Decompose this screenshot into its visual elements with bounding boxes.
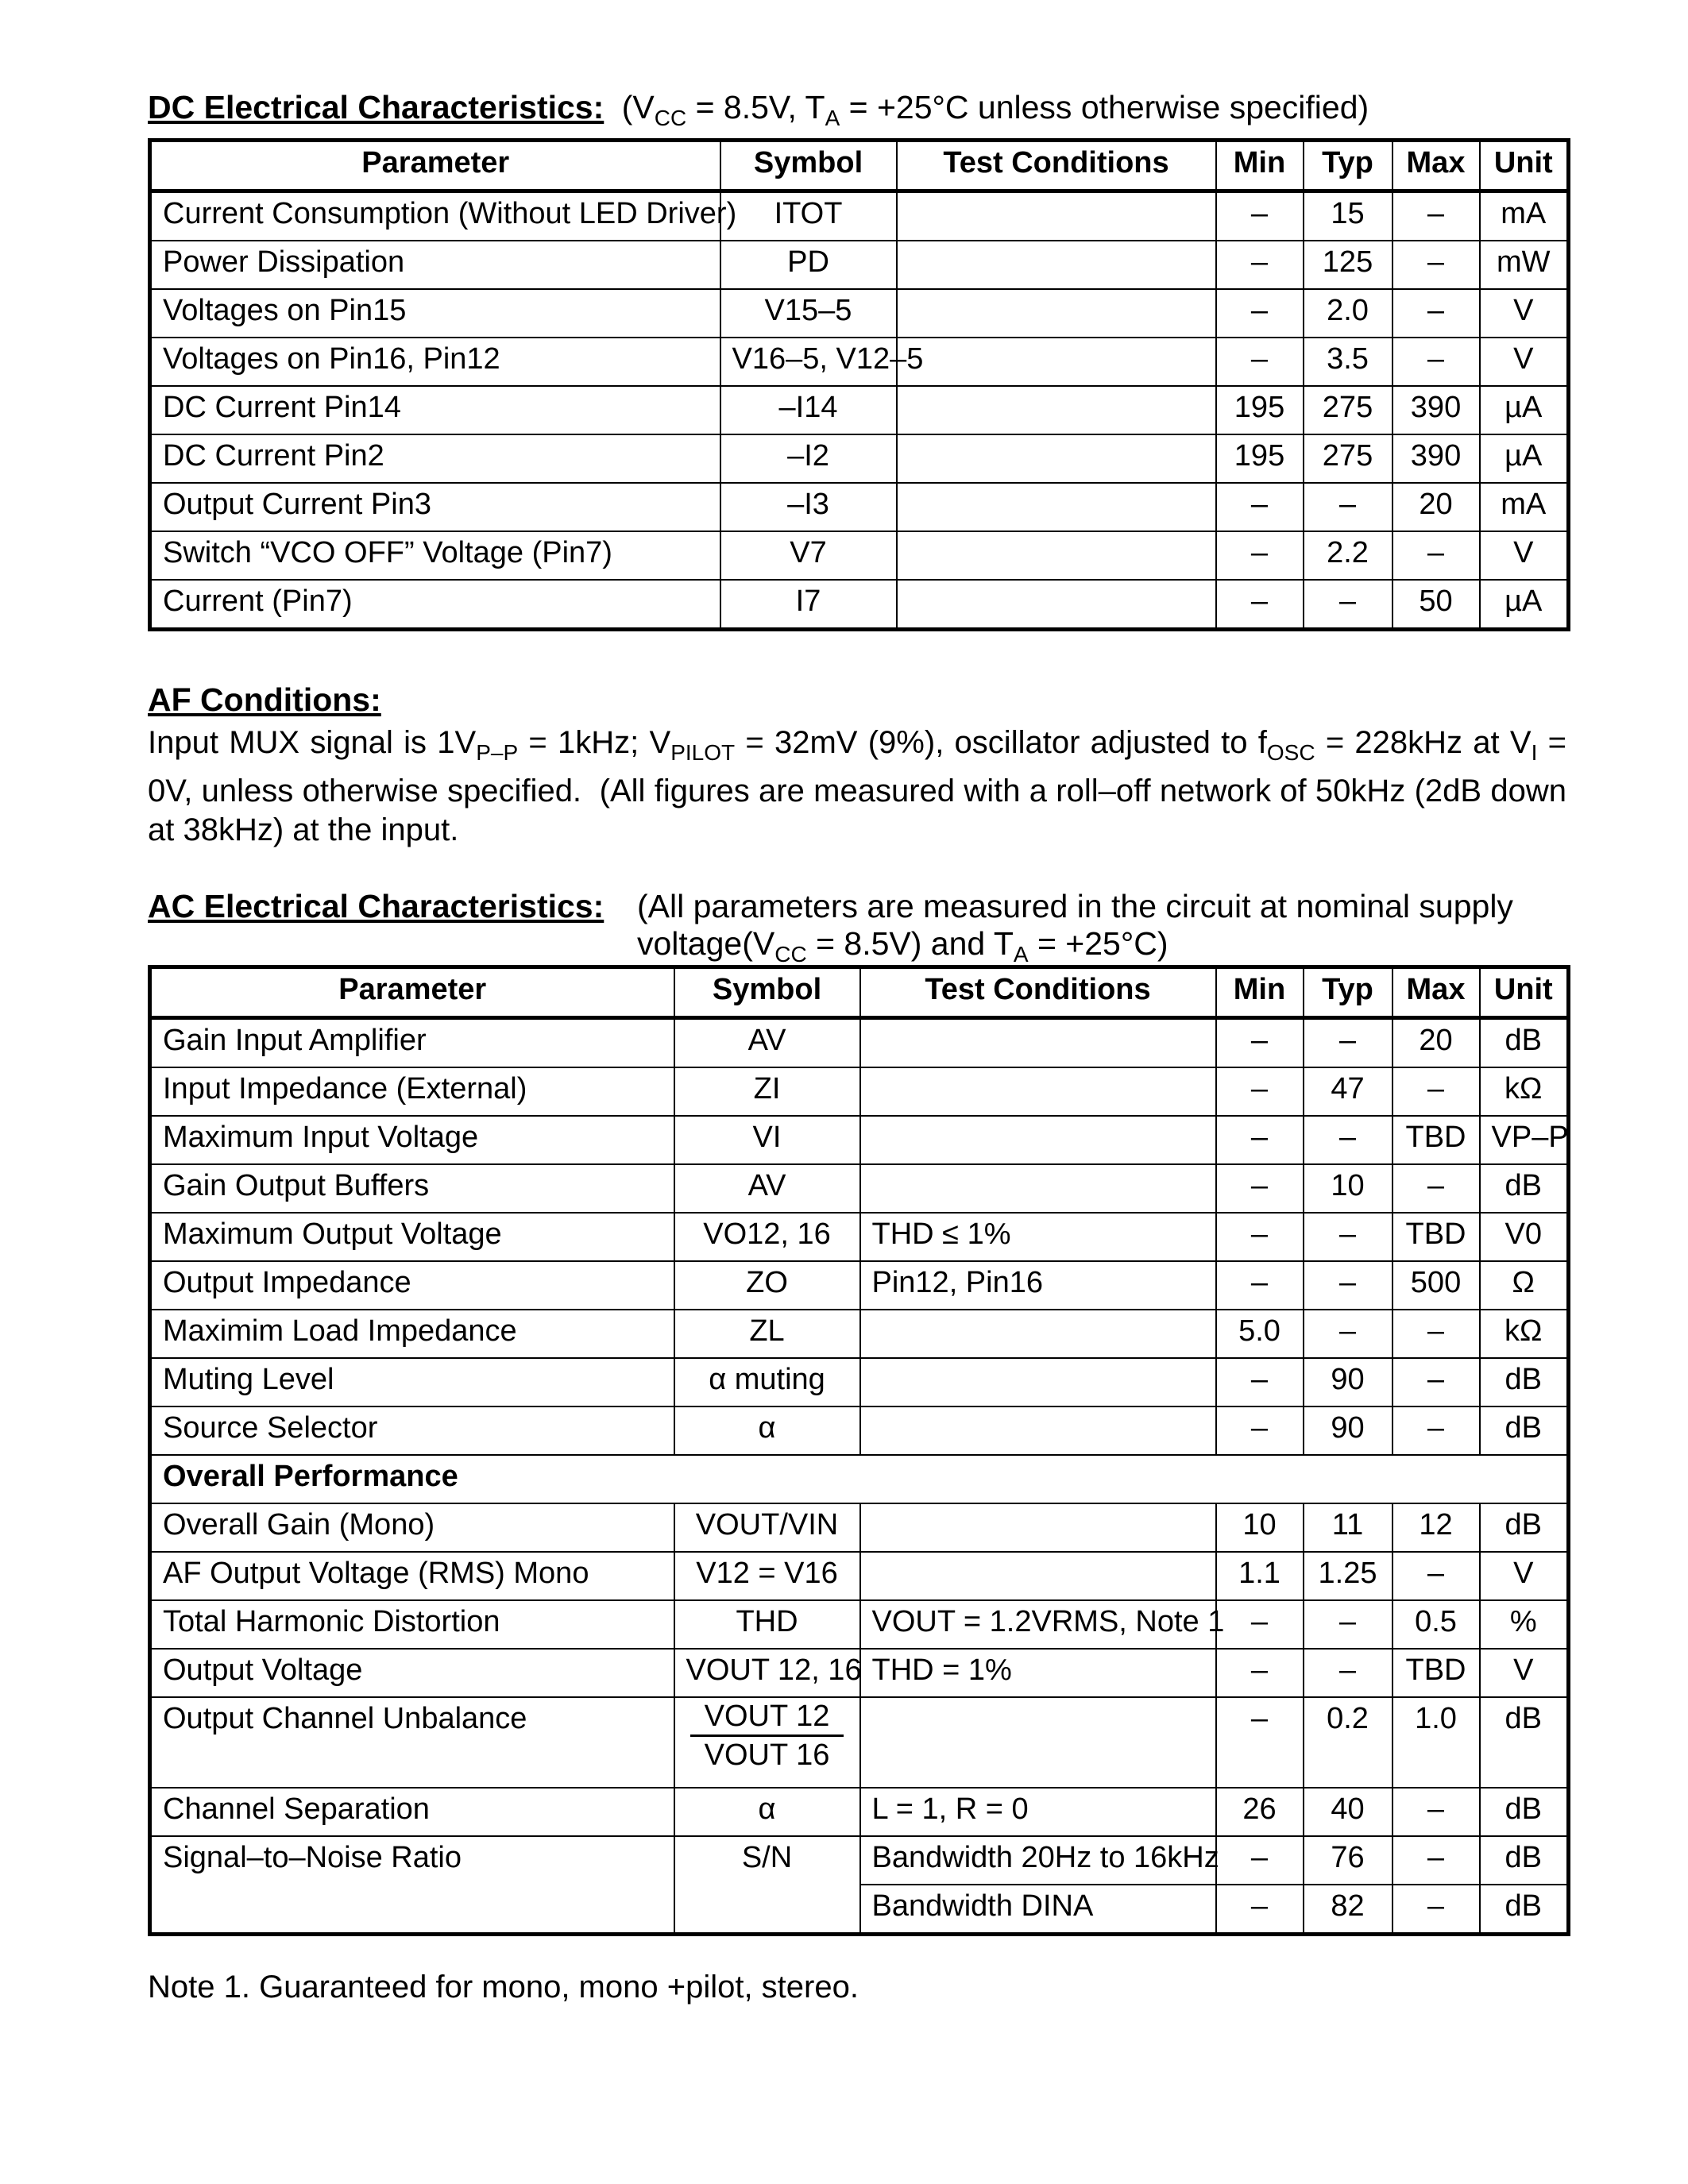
table-row xyxy=(150,1018,1569,1068)
min-cell: 1.1 xyxy=(1216,1552,1304,1600)
min-cell: – xyxy=(1216,191,1304,241)
test-conditions-cell xyxy=(897,580,1216,630)
ac-conditions-line1: (All parameters are measured in the circuit at nominal supply xyxy=(637,888,1513,924)
col-header: Unit xyxy=(1480,967,1569,1018)
table-row xyxy=(150,1600,1569,1649)
symbol-cell: V12 = V16 xyxy=(674,1552,860,1600)
test-conditions-cell xyxy=(897,241,1216,289)
typ-cell: – xyxy=(1304,1018,1393,1068)
param-cell: Maximim Load Impedance xyxy=(150,1310,674,1358)
table-row xyxy=(150,191,1569,241)
typ-cell: 3.5 xyxy=(1304,338,1393,386)
max-cell: TBD xyxy=(1393,1649,1480,1697)
test-conditions-cell xyxy=(860,1406,1216,1455)
param-cell: Switch “VCO OFF” Voltage (Pin7) xyxy=(150,531,720,580)
param-cell: Voltages on Pin16, Pin12 xyxy=(150,338,720,386)
unit-cell: V0 xyxy=(1480,1213,1569,1261)
fraction-denominator: VOUT 16 xyxy=(704,1738,830,1772)
table-row xyxy=(150,1836,1569,1885)
symbol-cell: VOUT/VIN xyxy=(674,1503,860,1552)
test-conditions-cell xyxy=(860,1503,1216,1552)
typ-cell: 82 xyxy=(1304,1885,1393,1935)
param-cell: Current (Pin7) xyxy=(150,580,720,630)
symbol-cell: VOUT 12, 16 xyxy=(674,1649,860,1697)
symbol-cell: VO12, 16 xyxy=(674,1213,860,1261)
test-conditions-cell xyxy=(897,289,1216,338)
unit-cell: µA xyxy=(1480,434,1569,483)
typ-cell: 90 xyxy=(1304,1358,1393,1406)
max-cell: TBD xyxy=(1393,1213,1480,1261)
unit-cell: dB xyxy=(1480,1164,1569,1213)
unit-cell: V xyxy=(1480,338,1569,386)
param-cell: Output Voltage xyxy=(150,1649,674,1697)
unit-cell: V xyxy=(1480,289,1569,338)
param-cell: DC Current Pin14 xyxy=(150,386,720,434)
typ-cell: 15 xyxy=(1304,191,1393,241)
ac-header-row xyxy=(150,967,1569,1018)
min-cell: – xyxy=(1216,1213,1304,1261)
max-cell: – xyxy=(1393,1836,1480,1885)
symbol-cell: α xyxy=(674,1788,860,1836)
max-cell: – xyxy=(1393,241,1480,289)
max-cell: – xyxy=(1393,531,1480,580)
min-cell: – xyxy=(1216,580,1304,630)
min-cell: – xyxy=(1216,1406,1304,1455)
typ-cell: – xyxy=(1304,1310,1393,1358)
unit-cell: mW xyxy=(1480,241,1569,289)
section-row xyxy=(150,1455,1569,1503)
max-cell: – xyxy=(1393,1358,1480,1406)
typ-cell: 0.2 xyxy=(1304,1697,1393,1788)
table-row xyxy=(150,241,1569,289)
symbol-cell: AV xyxy=(674,1018,860,1068)
unit-cell: mA xyxy=(1480,191,1569,241)
max-cell: – xyxy=(1393,191,1480,241)
fraction-numerator: VOUT 12 xyxy=(690,1698,844,1737)
unit-cell: dB xyxy=(1480,1503,1569,1552)
param-cell: Output Channel Unbalance xyxy=(150,1697,674,1788)
param-cell: Gain Input Amplifier xyxy=(150,1018,674,1068)
test-conditions-cell xyxy=(897,434,1216,483)
test-conditions-cell: THD = 1% xyxy=(860,1649,1216,1697)
af-section-title: AF Conditions: xyxy=(148,681,381,718)
param-cell: Input Impedance (External) xyxy=(150,1067,674,1116)
typ-cell: 2.2 xyxy=(1304,531,1393,580)
max-cell: TBD xyxy=(1393,1116,1480,1164)
unit-cell: dB xyxy=(1480,1788,1569,1836)
param-cell: Current Consumption (Without LED Driver) xyxy=(150,191,720,241)
param-cell: Output Impedance xyxy=(150,1261,674,1310)
symbol-cell: α muting xyxy=(674,1358,860,1406)
min-cell: – xyxy=(1216,1261,1304,1310)
max-cell: 390 xyxy=(1393,434,1480,483)
overall-performance-label: Overall Performance xyxy=(150,1455,1569,1503)
table-row xyxy=(150,1649,1569,1697)
max-cell: – xyxy=(1393,1164,1480,1213)
col-header: Parameter xyxy=(150,967,674,1018)
min-cell: 5.0 xyxy=(1216,1310,1304,1358)
symbol-cell: –I3 xyxy=(720,483,897,531)
test-conditions-cell: Pin12, Pin16 xyxy=(860,1261,1216,1310)
unit-cell: dB xyxy=(1480,1018,1569,1068)
min-cell: – xyxy=(1216,531,1304,580)
col-header: Typ xyxy=(1304,967,1393,1018)
symbol-cell: –I2 xyxy=(720,434,897,483)
table-row xyxy=(150,1213,1569,1261)
max-cell: 500 xyxy=(1393,1261,1480,1310)
fraction-symbol xyxy=(690,1698,844,1773)
symbol-cell: THD xyxy=(674,1600,860,1649)
test-conditions-cell xyxy=(897,386,1216,434)
table-row xyxy=(150,289,1569,338)
test-conditions-cell xyxy=(860,1697,1216,1788)
min-cell: – xyxy=(1216,338,1304,386)
test-conditions-cell: L = 1, R = 0 xyxy=(860,1788,1216,1836)
col-header: Symbol xyxy=(720,141,897,191)
min-cell: 26 xyxy=(1216,1788,1304,1836)
dc-table xyxy=(148,138,1570,631)
typ-cell: 1.25 xyxy=(1304,1552,1393,1600)
min-cell: – xyxy=(1216,1836,1304,1885)
min-cell: – xyxy=(1216,1164,1304,1213)
table-row xyxy=(150,338,1569,386)
unit-cell: kΩ xyxy=(1480,1310,1569,1358)
symbol-cell: S/N xyxy=(674,1836,860,1935)
max-cell: – xyxy=(1393,1310,1480,1358)
unit-cell: µA xyxy=(1480,386,1569,434)
symbol-cell: VI xyxy=(674,1116,860,1164)
symbol-cell: V15–5 xyxy=(720,289,897,338)
unit-cell: V xyxy=(1480,1649,1569,1697)
symbol-cell: ZL xyxy=(674,1310,860,1358)
max-cell: – xyxy=(1393,1788,1480,1836)
table-row xyxy=(150,386,1569,434)
param-cell: Signal–to–Noise Ratio xyxy=(150,1836,674,1935)
table-row xyxy=(150,531,1569,580)
param-cell: Muting Level xyxy=(150,1358,674,1406)
param-cell: Gain Output Buffers xyxy=(150,1164,674,1213)
test-conditions-cell xyxy=(897,483,1216,531)
max-cell: – xyxy=(1393,1406,1480,1455)
min-cell: – xyxy=(1216,1885,1304,1935)
table-row xyxy=(150,580,1569,630)
symbol-cell: –I14 xyxy=(720,386,897,434)
table-row xyxy=(150,1358,1569,1406)
table-row xyxy=(150,1788,1569,1836)
col-header: Unit xyxy=(1480,141,1569,191)
symbol-cell: I7 xyxy=(720,580,897,630)
typ-cell: 47 xyxy=(1304,1067,1393,1116)
typ-cell: 11 xyxy=(1304,1503,1393,1552)
test-conditions-cell xyxy=(860,1116,1216,1164)
test-conditions-cell: Bandwidth DINA xyxy=(860,1885,1216,1935)
param-cell: Output Current Pin3 xyxy=(150,483,720,531)
table-row xyxy=(150,1406,1569,1455)
param-cell: Overall Gain (Mono) xyxy=(150,1503,674,1552)
table-row xyxy=(150,1164,1569,1213)
test-conditions-cell xyxy=(897,338,1216,386)
table-row xyxy=(150,1261,1569,1310)
test-conditions-cell xyxy=(860,1067,1216,1116)
col-header: Symbol xyxy=(674,967,860,1018)
max-cell: 390 xyxy=(1393,386,1480,434)
param-cell: AF Output Voltage (RMS) Mono xyxy=(150,1552,674,1600)
symbol-cell: AV xyxy=(674,1164,860,1213)
min-cell: – xyxy=(1216,1116,1304,1164)
symbol-cell: ZI xyxy=(674,1067,860,1116)
dc-header-row xyxy=(150,141,1569,191)
param-cell: Channel Separation xyxy=(150,1788,674,1836)
test-conditions-cell xyxy=(897,191,1216,241)
min-cell: – xyxy=(1216,289,1304,338)
col-header: Max xyxy=(1393,141,1480,191)
max-cell: – xyxy=(1393,289,1480,338)
table-row xyxy=(150,1067,1569,1116)
param-cell: Source Selector xyxy=(150,1406,674,1455)
param-cell: Maximum Output Voltage xyxy=(150,1213,674,1261)
unit-cell: V xyxy=(1480,1552,1569,1600)
min-cell: 195 xyxy=(1216,434,1304,483)
param-cell: Maximum Input Voltage xyxy=(150,1116,674,1164)
typ-cell: – xyxy=(1304,1600,1393,1649)
symbol-cell: PD xyxy=(720,241,897,289)
test-conditions-cell: Bandwidth 20Hz to 16kHz xyxy=(860,1836,1216,1885)
min-cell: 10 xyxy=(1216,1503,1304,1552)
unit-cell: dB xyxy=(1480,1358,1569,1406)
ac-table xyxy=(148,965,1570,1936)
max-cell: – xyxy=(1393,1067,1480,1116)
typ-cell: 275 xyxy=(1304,434,1393,483)
unit-cell: dB xyxy=(1480,1406,1569,1455)
symbol-cell: V7 xyxy=(720,531,897,580)
typ-cell: – xyxy=(1304,1116,1393,1164)
unit-cell: dB xyxy=(1480,1836,1569,1885)
typ-cell: – xyxy=(1304,1213,1393,1261)
unit-cell: VP–P xyxy=(1480,1116,1569,1164)
min-cell: – xyxy=(1216,1600,1304,1649)
param-cell: Total Harmonic Distortion xyxy=(150,1600,674,1649)
max-cell: – xyxy=(1393,1885,1480,1935)
unit-cell: dB xyxy=(1480,1697,1569,1788)
max-cell: 1.0 xyxy=(1393,1697,1480,1788)
unit-cell: µA xyxy=(1480,580,1569,630)
typ-cell: 76 xyxy=(1304,1836,1393,1885)
typ-cell: – xyxy=(1304,1649,1393,1697)
table-row xyxy=(150,1697,1569,1788)
col-header: Min xyxy=(1216,141,1304,191)
col-header: Test Conditions xyxy=(860,967,1216,1018)
test-conditions-cell xyxy=(897,531,1216,580)
test-conditions-cell: VOUT = 1.2VRMS, Note 1 xyxy=(860,1600,1216,1649)
typ-cell: 125 xyxy=(1304,241,1393,289)
param-cell: Power Dissipation xyxy=(150,241,720,289)
test-conditions-cell xyxy=(860,1018,1216,1068)
max-cell: – xyxy=(1393,1552,1480,1600)
footnote: Note 1. Guaranteed for mono, mono +pilot, stereo. xyxy=(148,1970,859,2005)
min-cell: – xyxy=(1216,1649,1304,1697)
unit-cell: Ω xyxy=(1480,1261,1569,1310)
min-cell: 195 xyxy=(1216,386,1304,434)
ac-conditions xyxy=(637,888,1513,973)
param-cell: DC Current Pin2 xyxy=(150,434,720,483)
ac-conditions-line2: $voltage(V_{CC} = 8.5V)$ and $T_A = +25^\circ C$) xyxy=(637,925,1168,967)
typ-cell: – xyxy=(1304,483,1393,531)
table-row xyxy=(150,434,1569,483)
unit-cell: dB xyxy=(1480,1885,1569,1935)
symbol-cell: α xyxy=(674,1406,860,1455)
min-cell: – xyxy=(1216,241,1304,289)
min-cell: – xyxy=(1216,483,1304,531)
typ-cell: 40 xyxy=(1304,1788,1393,1836)
table-row xyxy=(150,1503,1569,1552)
max-cell: 0.5 xyxy=(1393,1600,1480,1649)
max-cell: 50 xyxy=(1393,580,1480,630)
typ-cell: – xyxy=(1304,580,1393,630)
min-cell: – xyxy=(1216,1697,1304,1788)
unit-cell: mA xyxy=(1480,483,1569,531)
typ-cell: – xyxy=(1304,1261,1393,1310)
test-conditions-cell xyxy=(860,1358,1216,1406)
test-conditions-cell xyxy=(860,1164,1216,1213)
dc-section-title: DC Electrical Characteristics: xyxy=(148,89,605,125)
symbol-cell: V16–5, V12–5 xyxy=(720,338,897,386)
typ-cell: 275 xyxy=(1304,386,1393,434)
table-row xyxy=(150,1310,1569,1358)
dc-conditions: ($V_{CC} = 8.5V$, $T_A = +25^\circ C$ unless otherwise specified) xyxy=(621,89,1369,131)
af-paragraph: Input MUX signal is $1V_{P-P} = 1kHz$; $V_{PILOT} = 32mV$ (9%), oscillator adjusted to $f_{OSC} = 228kHz$ at $V_I = 0V$, unless otherwise specified. (All figures are measured with a roll–off network of 50kHz (2dB down at 38kHz) at the input. xyxy=(148,725,1567,847)
min-cell: – xyxy=(1216,1018,1304,1068)
table-row xyxy=(150,1116,1569,1164)
typ-cell: 10 xyxy=(1304,1164,1393,1213)
max-cell: 20 xyxy=(1393,483,1480,531)
min-cell: – xyxy=(1216,1358,1304,1406)
col-header: Parameter xyxy=(150,141,720,191)
typ-cell: 2.0 xyxy=(1304,289,1393,338)
ac-section-title: AC Electrical Characteristics: xyxy=(148,888,605,924)
col-header: Min xyxy=(1216,967,1304,1018)
col-header: Typ xyxy=(1304,141,1393,191)
typ-cell: 90 xyxy=(1304,1406,1393,1455)
test-conditions-cell xyxy=(860,1310,1216,1358)
symbol-cell: ZO xyxy=(674,1261,860,1310)
col-header: Max xyxy=(1393,967,1480,1018)
max-cell: 20 xyxy=(1393,1018,1480,1068)
min-cell: – xyxy=(1216,1067,1304,1116)
table-row xyxy=(150,1552,1569,1600)
unit-cell: % xyxy=(1480,1600,1569,1649)
table-row xyxy=(150,483,1569,531)
param-cell: Voltages on Pin15 xyxy=(150,289,720,338)
test-conditions-cell xyxy=(860,1552,1216,1600)
max-cell: 12 xyxy=(1393,1503,1480,1552)
unit-cell: kΩ xyxy=(1480,1067,1569,1116)
symbol-cell: ITOT xyxy=(720,191,897,241)
test-conditions-cell: THD ≤ 1% xyxy=(860,1213,1216,1261)
max-cell: – xyxy=(1393,338,1480,386)
symbol-cell xyxy=(674,1697,860,1788)
col-header: Test Conditions xyxy=(897,141,1216,191)
unit-cell: V xyxy=(1480,531,1569,580)
